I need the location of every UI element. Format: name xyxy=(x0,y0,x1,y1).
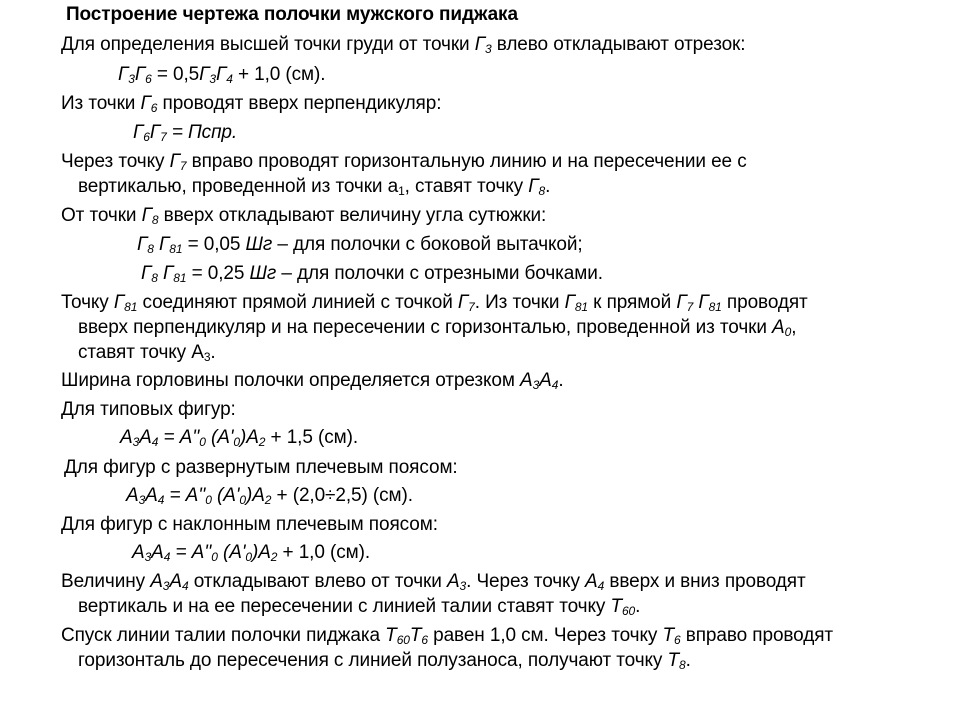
text-line xyxy=(78,595,640,619)
subscript: 3 xyxy=(532,378,540,392)
text-segment: соединяют прямой линией с точкой xyxy=(137,292,458,313)
text-segment: = Пспр. xyxy=(166,122,238,143)
text-segment: к прямой xyxy=(588,292,677,313)
subscript: 7 xyxy=(160,130,167,144)
subscript: 4 xyxy=(151,435,159,449)
text-segment: вправо проводят xyxy=(680,625,834,646)
subscript: 7 xyxy=(468,300,475,314)
text-segment: (А' xyxy=(205,427,234,448)
subscript: 1 xyxy=(398,184,405,198)
text-segment: проводят вверх перпендикуляр: xyxy=(157,93,442,114)
subscript: 8 xyxy=(151,213,159,227)
text-segment: – для полочки с отрезными бочками. xyxy=(276,263,603,284)
text-segment: Г xyxy=(141,263,152,284)
text-segment: А xyxy=(169,571,182,592)
text-segment: А xyxy=(126,485,139,506)
text-line xyxy=(61,513,438,537)
subscript: 0 xyxy=(784,325,792,339)
text-segment: А xyxy=(139,427,152,448)
text-segment: Ширина горловины полочки определяется отрезком xyxy=(61,370,521,391)
subscript: 3 xyxy=(138,493,146,507)
text-segment: А xyxy=(132,542,145,563)
subscript: 0 xyxy=(239,493,246,507)
text-segment: = А'' xyxy=(158,427,200,448)
text-segment: + 1,5 (см). xyxy=(265,427,358,448)
text-segment: Г xyxy=(140,93,151,114)
subscript: 81 xyxy=(708,300,722,314)
text-segment: горизонталь до пересечения с линией полузаноса, получают точку xyxy=(78,650,668,671)
subscript: 2 xyxy=(264,493,272,507)
text-segment: . Через точку xyxy=(466,571,586,592)
subscript: 2 xyxy=(270,550,278,564)
text-segment: вправо проводят горизонтальную линию и на пересечении ее с xyxy=(186,151,747,172)
text-line xyxy=(78,341,216,365)
text-segment: + 1,0 (см). xyxy=(277,542,370,563)
text-segment: = 0,25 xyxy=(186,263,250,284)
text-segment: . xyxy=(545,176,551,197)
subscript: 81 xyxy=(124,300,138,314)
text-segment: Г xyxy=(215,64,227,85)
text-segment: Для фигур с наклонным плечевым поясом: xyxy=(61,514,438,535)
subscript: 60 xyxy=(396,633,410,647)
text-segment: Т xyxy=(385,625,397,646)
text-segment: Г xyxy=(199,64,210,85)
text-segment: (А' xyxy=(217,542,246,563)
formula-line xyxy=(118,63,325,87)
subscript: 3 xyxy=(485,42,492,56)
subscript: 81 xyxy=(173,271,187,285)
subscript: 4 xyxy=(157,493,165,507)
text-segment: Спуск линии талии полочки пиджака xyxy=(61,625,386,646)
text-segment: Г xyxy=(149,122,161,143)
text-segment: Г xyxy=(137,234,148,255)
text-segment: Т xyxy=(667,650,680,671)
subscript: 6 xyxy=(421,633,428,647)
subscript: 0 xyxy=(211,550,218,564)
subscript: 0 xyxy=(205,493,212,507)
text-segment: + (2,0÷2,5) (см). xyxy=(271,485,413,506)
text-segment: От точки xyxy=(61,205,142,226)
text-segment: . xyxy=(685,650,691,671)
text-segment: = А'' xyxy=(170,542,212,563)
subscript: 81 xyxy=(169,242,183,256)
text-segment: ставят точку А xyxy=(78,342,204,363)
text-segment: откладывают влево от точки xyxy=(188,571,447,592)
text-segment: . xyxy=(558,370,564,391)
text-segment: Г xyxy=(118,64,129,85)
formula-line xyxy=(120,426,358,450)
text-segment: равен 1,0 см. Через точку xyxy=(427,625,663,646)
subscript: 8 xyxy=(147,242,154,256)
text-segment: + 1,0 (см). xyxy=(232,64,326,85)
text-segment: Для типовых фигур: xyxy=(61,399,236,420)
text-segment: Т xyxy=(610,596,622,617)
text-line xyxy=(64,456,458,480)
text-segment: Точку xyxy=(61,292,114,313)
text-segment: )А xyxy=(239,427,259,448)
text-line xyxy=(78,316,796,340)
subscript: 4 xyxy=(181,579,189,593)
text-segment: Для определения высшей точки груди от точки xyxy=(61,34,475,55)
text-segment: вверх перпендикуляр и на пересечении с горизонталью, проведенной из точки xyxy=(78,317,773,338)
text-segment: (А' xyxy=(211,485,240,506)
text-line xyxy=(61,33,745,57)
text-segment: Г xyxy=(113,292,125,313)
text-segment: А xyxy=(772,317,785,338)
text-segment: – для полочки с боковой вытачкой; xyxy=(272,234,583,255)
text-line xyxy=(61,291,808,315)
subscript: 6 xyxy=(145,72,152,86)
text-segment: Шг xyxy=(245,234,273,255)
text-segment: вертикалью, проведенной из точки а xyxy=(78,176,399,197)
text-segment: Г xyxy=(133,122,144,143)
text-segment: А xyxy=(150,571,163,592)
text-segment: Г xyxy=(676,292,687,313)
subscript: 3 xyxy=(144,550,152,564)
text-line xyxy=(61,92,441,116)
text-line xyxy=(78,649,691,673)
text-line xyxy=(61,369,564,393)
text-segment: А xyxy=(520,370,533,391)
text-segment: Величину xyxy=(61,571,151,592)
text-segment: Т xyxy=(662,625,674,646)
text-line xyxy=(61,150,747,174)
subscript: 60 xyxy=(621,604,636,618)
text-segment: Г xyxy=(134,64,146,85)
text-segment: вертикаль и на ее пересечении с линией талии ставят точку xyxy=(78,596,611,617)
subscript: 6 xyxy=(673,633,681,647)
subscript: 0 xyxy=(199,435,206,449)
text-segment: А xyxy=(145,485,158,506)
subscript: 8 xyxy=(538,184,546,198)
text-segment: , xyxy=(791,317,797,338)
text-segment: Г xyxy=(169,151,180,172)
text-segment: = 0,5 xyxy=(151,64,200,85)
slide-title: Построение чертежа полочки мужского пиджака xyxy=(66,4,518,25)
subscript: 3 xyxy=(128,72,135,86)
text-segment: . Из точки xyxy=(474,292,565,313)
subscript: 3 xyxy=(459,579,467,593)
text-segment: . xyxy=(635,596,641,617)
text-segment: Г xyxy=(693,292,709,313)
subscript: 4 xyxy=(597,579,605,593)
text-segment: Т xyxy=(409,625,422,646)
text-segment: . xyxy=(210,342,216,363)
subscript: 7 xyxy=(179,159,187,173)
text-segment: Через точку xyxy=(61,151,170,172)
text-segment: , ставят точку xyxy=(404,176,529,197)
text-segment: Из точки xyxy=(61,93,141,114)
text-segment: )А xyxy=(251,542,271,563)
subscript: 3 xyxy=(203,350,211,364)
subscript: 4 xyxy=(226,72,233,86)
text-line xyxy=(61,624,833,648)
text-segment: вверх откладывают величину угла сутюжки: xyxy=(158,205,547,226)
text-segment: А xyxy=(585,571,598,592)
text-line xyxy=(61,570,806,594)
text-segment: Г xyxy=(157,263,174,284)
text-segment: влево откладывают отрезок: xyxy=(491,34,746,55)
text-segment: А xyxy=(151,542,164,563)
formula-line xyxy=(137,233,583,257)
text-segment: А xyxy=(446,571,460,592)
subscript: 4 xyxy=(551,378,559,392)
text-segment: Шг xyxy=(249,263,277,284)
formula-line xyxy=(126,484,413,508)
subscript: 2 xyxy=(258,435,266,449)
subscript: 6 xyxy=(143,130,150,144)
text-segment: А xyxy=(539,370,552,391)
text-segment: Г xyxy=(564,292,575,313)
text-segment: Г xyxy=(141,205,152,226)
text-segment: Г xyxy=(528,176,539,197)
formula-line xyxy=(132,541,370,565)
text-line xyxy=(61,398,236,422)
subscript: 6 xyxy=(150,101,158,115)
text-segment: )А xyxy=(245,485,265,506)
subscript: 7 xyxy=(686,300,694,314)
formula-line xyxy=(141,262,603,286)
subscript: 3 xyxy=(209,72,216,86)
subscript: 8 xyxy=(151,271,158,285)
text-line xyxy=(78,175,550,199)
subscript: 3 xyxy=(132,435,140,449)
text-segment: Г xyxy=(153,234,170,255)
text-segment: Г xyxy=(474,34,485,55)
subscript: 0 xyxy=(233,435,240,449)
text-segment: вверх и вниз проводят xyxy=(604,571,806,592)
text-segment: проводят xyxy=(721,292,808,313)
subscript: 81 xyxy=(574,300,588,314)
text-segment: Для фигур с развернутым плечевым поясом: xyxy=(64,457,458,478)
text-segment: А xyxy=(120,427,133,448)
subscript: 4 xyxy=(163,550,171,564)
text-segment: = А'' xyxy=(164,485,206,506)
subscript: 0 xyxy=(245,550,252,564)
subscript: 3 xyxy=(162,579,170,593)
subscript: 8 xyxy=(679,658,686,672)
text-line xyxy=(61,204,546,228)
formula-line xyxy=(133,121,237,145)
text-segment: Г xyxy=(457,292,469,313)
text-segment: = 0,05 xyxy=(182,234,246,255)
